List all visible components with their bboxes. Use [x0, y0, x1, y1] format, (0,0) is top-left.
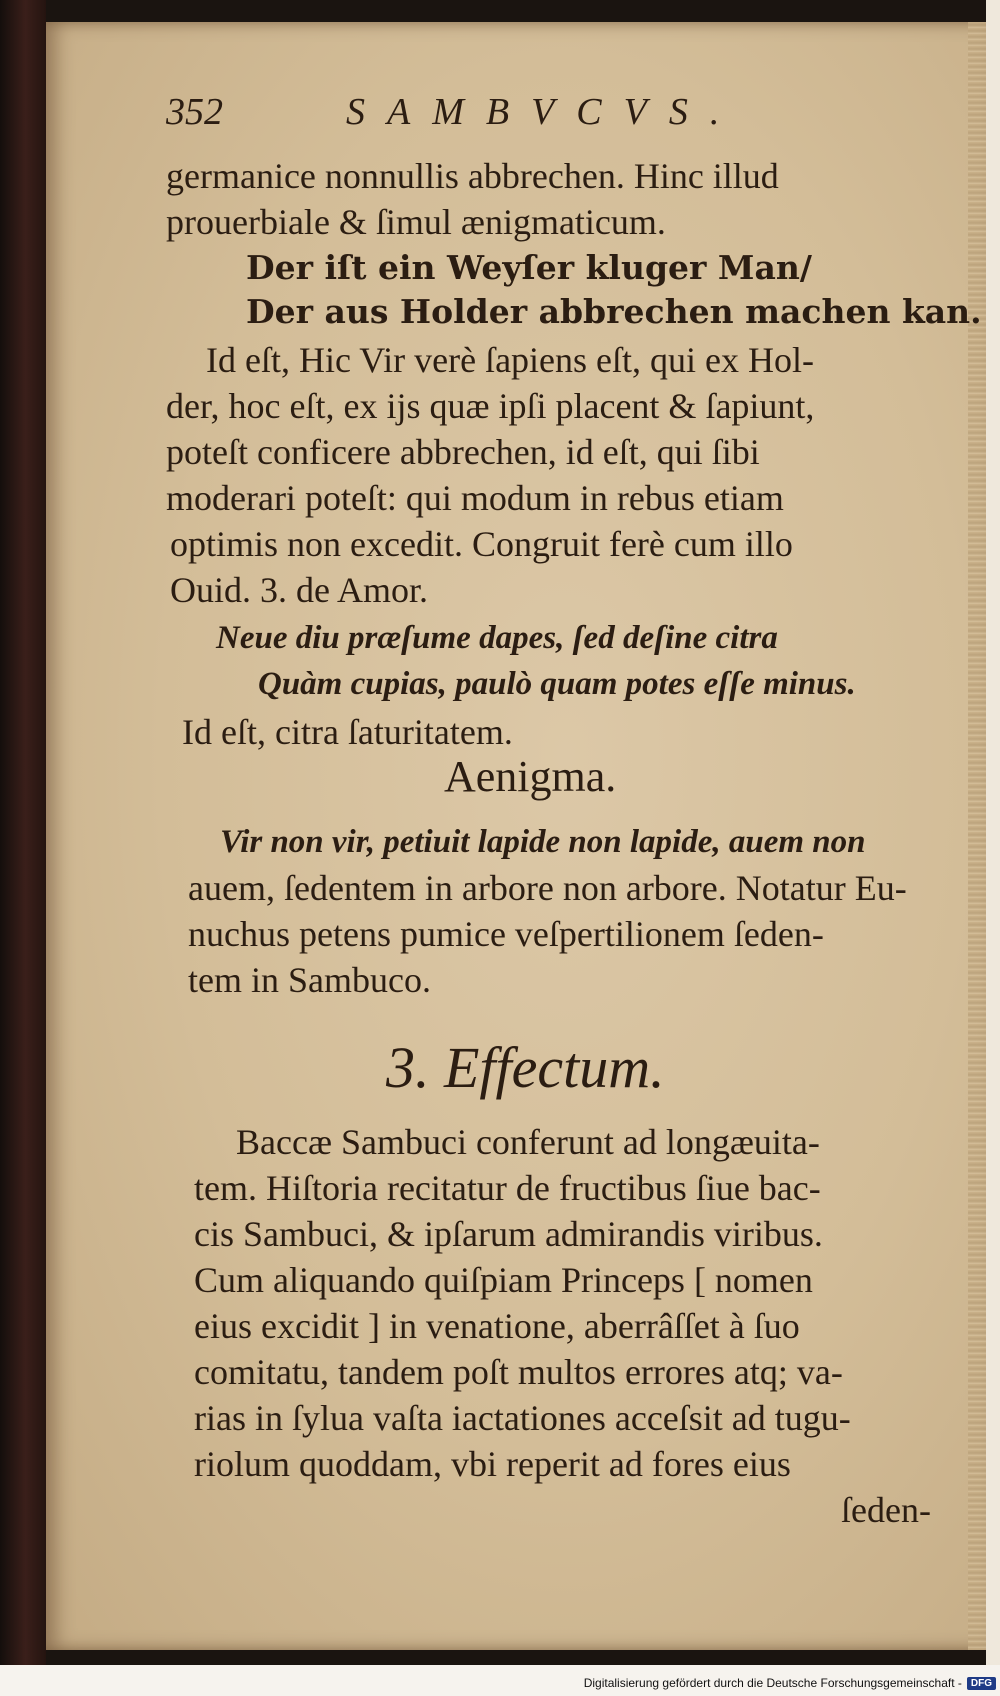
- text-line: poteſt conficere abbrechen, id eſt, qui ſibi: [166, 432, 760, 472]
- quote-line: Neue diu præſume dapes, ſed deſine citra: [216, 620, 778, 656]
- credit-text: Digitalisierung gefördert durch die Deutsche Forschungsgemeinschaft -: [583, 1676, 962, 1690]
- text-line: comitatu, tandem poſt multos errores atq; va-: [194, 1352, 843, 1392]
- text-line: rias in ſylua vaſta iactationes acceſsit ad tugu-: [194, 1398, 851, 1438]
- verse-line: Der aus Holder abbrechen machen kan.: [246, 292, 982, 331]
- text-line: Id eſt, citra ſaturitatem.: [182, 712, 513, 752]
- quote-line: Quàm cupias, paulò quam potes eſſe minus.: [258, 666, 856, 702]
- verse-line: Der iſt ein Weyſer kluger Man/: [246, 248, 812, 287]
- text-line: tem. Hiſtoria recitatur de fructibus ſiue bac-: [194, 1168, 821, 1208]
- text-line: tem in Sambuco.: [188, 960, 431, 1000]
- riddle-line: auem, ſedentem in arbore non arbore. Notatur Eu-: [188, 868, 907, 908]
- text-line: Id eſt, Hic Vir verè ſapiens eſt, qui ex Hol-: [206, 340, 814, 380]
- text-line: Ouid. 3. de Amor.: [170, 570, 428, 610]
- scan-margin: [986, 0, 1000, 1665]
- section-heading-effectum: 3. Effectum.: [386, 1035, 665, 1100]
- digitization-credit: [584, 1676, 996, 1690]
- dfg-logo: DFG: [967, 1677, 996, 1690]
- page-number: 352: [166, 91, 223, 133]
- text-line: nuchus petens pumice veſpertilionem ſeden-: [188, 914, 824, 954]
- text-line: der, hoc eſt, ex ijs quæ ipſi placent & ſapiunt,: [166, 386, 815, 426]
- text-line: moderari poteſt: qui modum in rebus etiam: [166, 478, 784, 518]
- text-line: riolum quoddam, vbi reperit ad fores eius: [194, 1444, 791, 1484]
- text-line: Baccæ Sambuci conferunt ad longæuita-: [236, 1122, 820, 1162]
- text-line: Cum aliquando quiſpiam Princeps [ nomen: [194, 1260, 813, 1300]
- section-heading-aenigma: Aenigma.: [444, 752, 617, 801]
- text-line: cis Sambuci, & ipſarum admirandis viribus.: [194, 1214, 823, 1254]
- riddle-line: Vir non vir, petiuit lapide non lapide, auem non: [220, 824, 866, 860]
- book-page: [46, 22, 990, 1650]
- catchword: ſeden-: [841, 1490, 931, 1530]
- text-line: eius excidit ] in venatione, aberrâſſet à ſuo: [194, 1306, 800, 1346]
- text-line: germanice nonnullis abbrechen. Hinc illud: [166, 156, 779, 196]
- book-binding: [0, 0, 46, 1665]
- text-line: optimis non excedit. Congruit ferè cum illo: [170, 524, 793, 564]
- text-line: prouerbiale & ſimul ænigmaticum.: [166, 202, 666, 242]
- running-title: SAMBVCVS.: [346, 91, 742, 133]
